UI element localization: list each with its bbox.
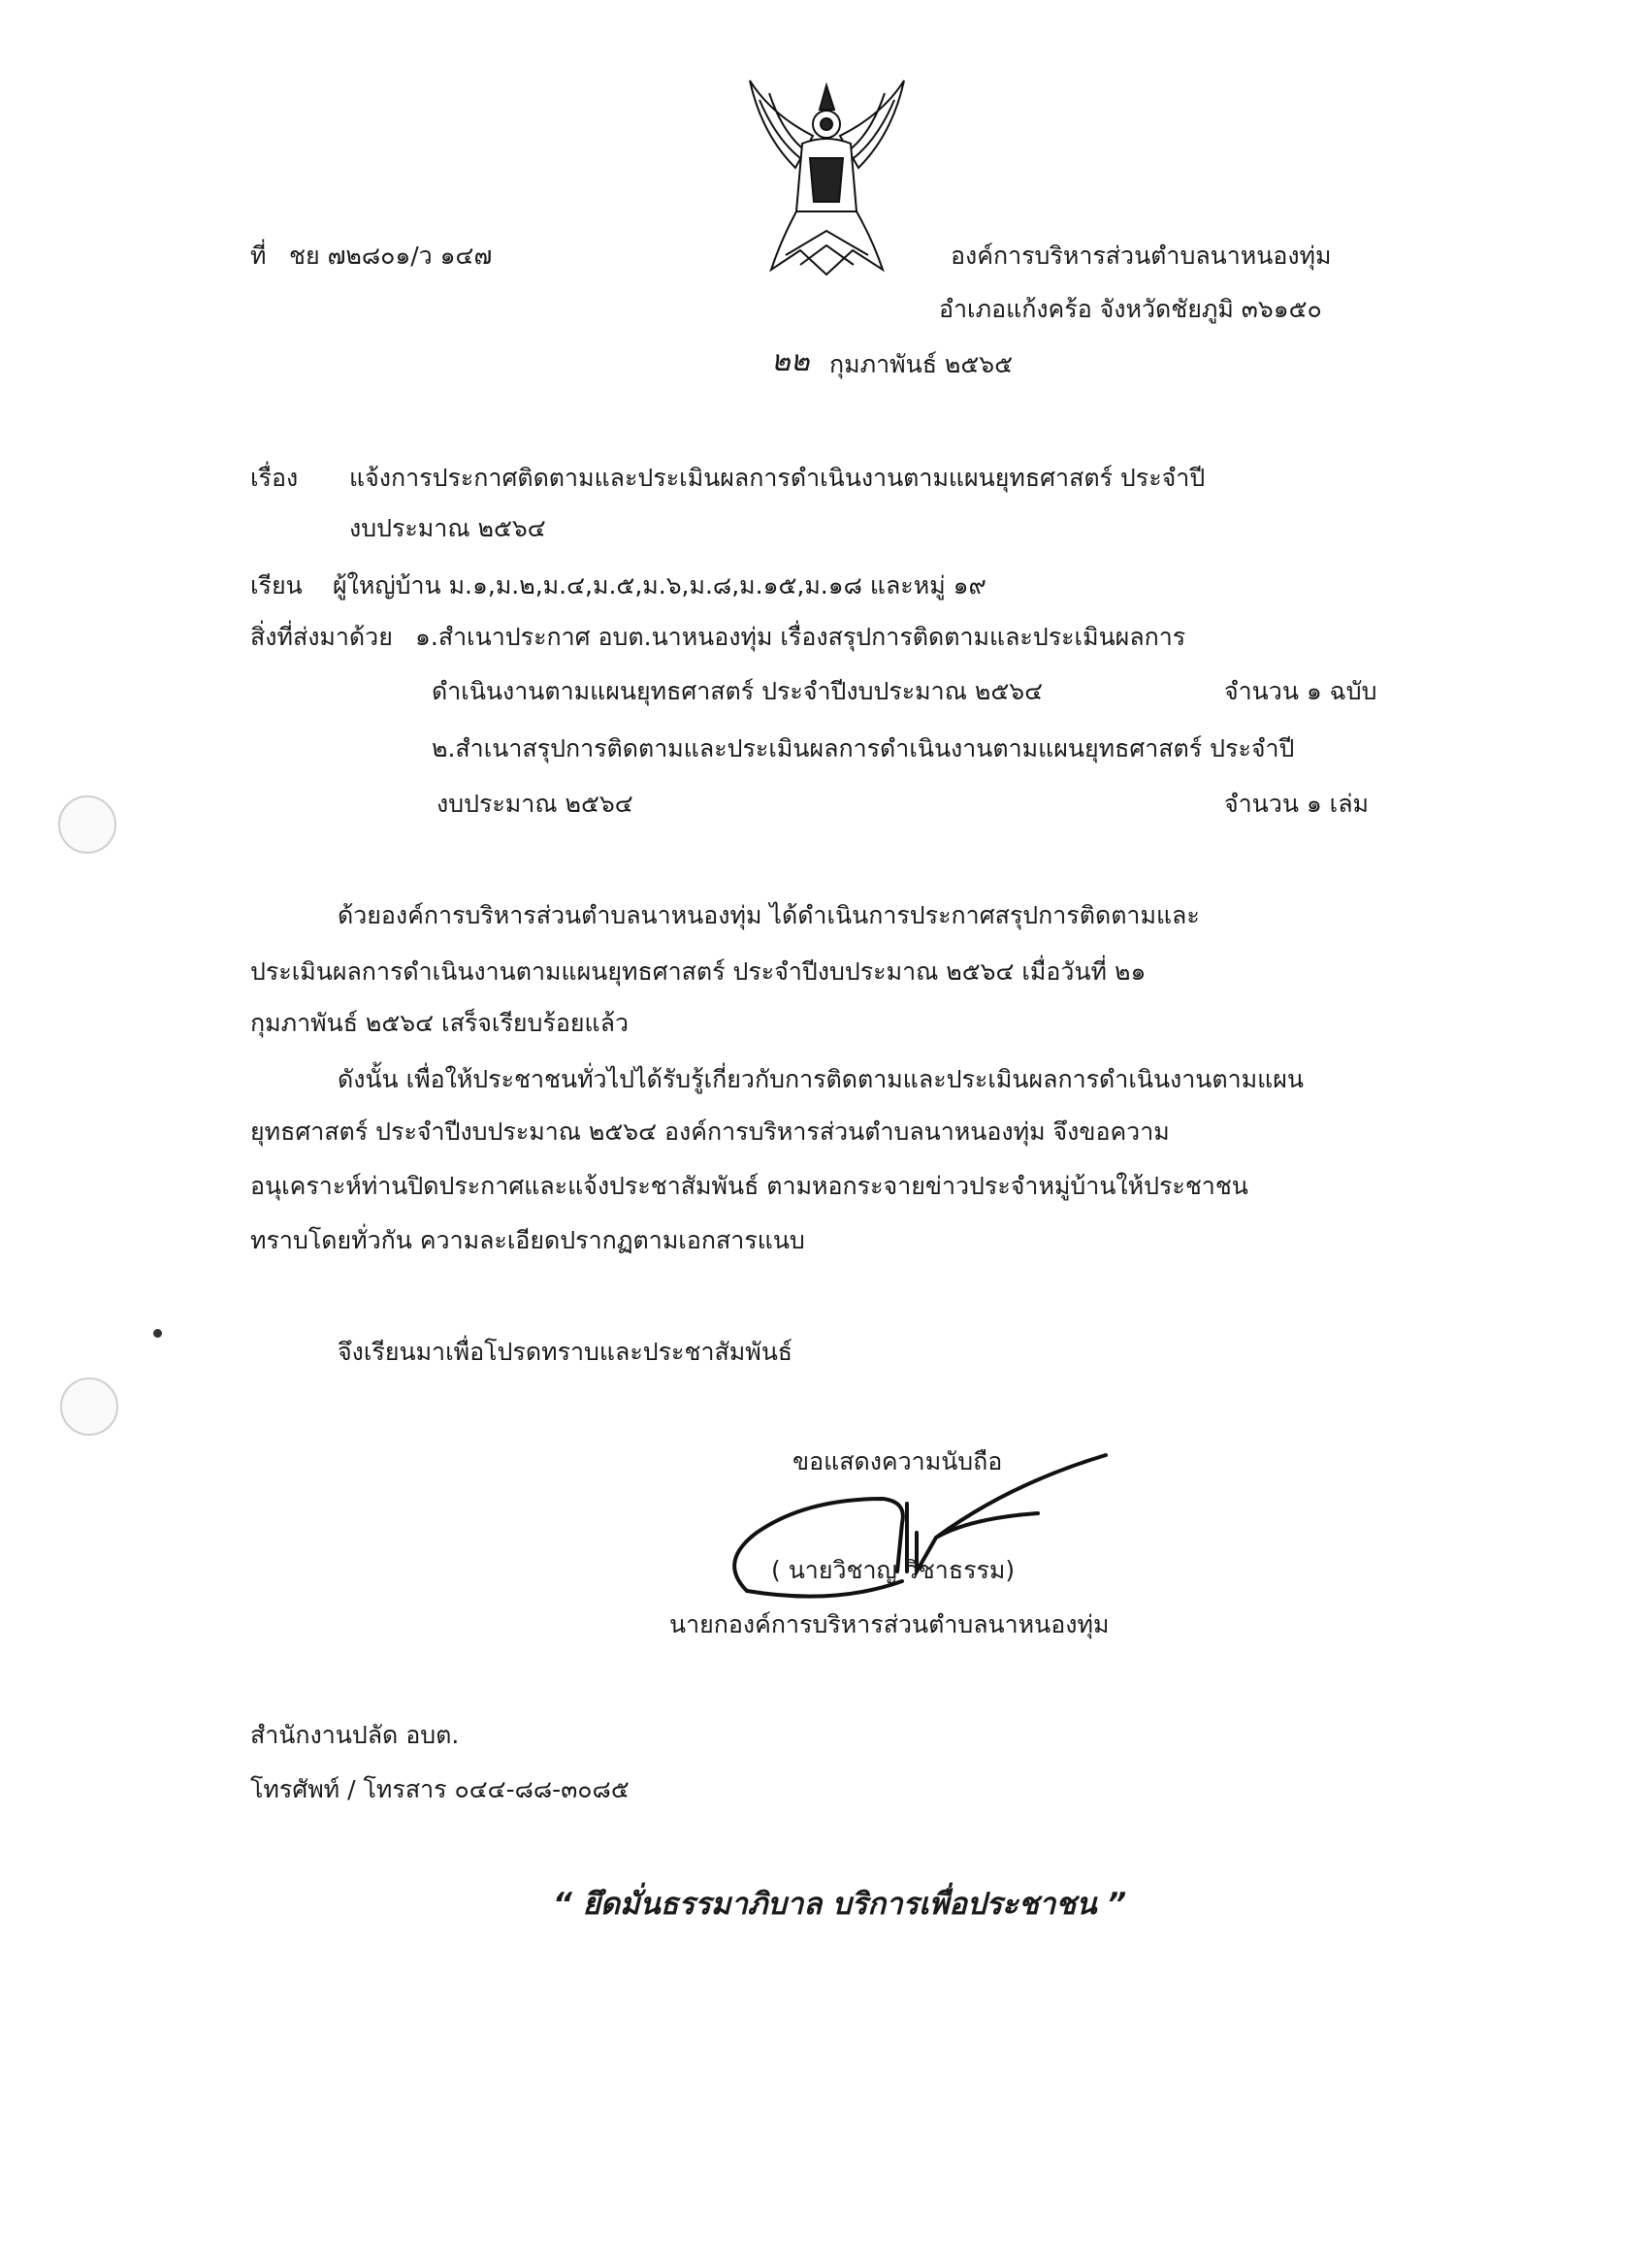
signer-name: ( นายวิชาญ วิชาธรรม) [771,1556,1016,1584]
enclosure-2-line-2: งบประมาณ ๒๕๖๔ [436,790,633,818]
body-p1-line-2: ประเมินผลการดำเนินงานตามแผนยุทธศาสตร์ ประจำปีงบประมาณ ๒๕๖๔ เมื่อวันที่ ๒๑ [250,957,1147,986]
garuda-emblem [742,76,912,279]
subject-label: เรื่อง [250,464,299,492]
closing-line: จึงเรียนมาเพื่อโปรดทราบและประชาสัมพันธ์ [338,1338,793,1366]
enclosure-1-line-2: ดำเนินงานตามแผนยุทธศาสตร์ ประจำปีงบประมาณ ๒๕๖๔ [432,677,1044,705]
enclosure-1-line-1: ๑.สำเนาประกาศ อบต.นาหนองทุ่ม เรื่องสรุปการติดตามและประเมินผลการ [415,623,1186,651]
body-p2-line-4: ทราบโดยทั่วกัน ความละเอียดปรากฏตามเอกสารแนบ [250,1226,805,1254]
subject-line-1: แจ้งการประกาศติดตามและประเมินผลการดำเนินงานตามแผนยุทธศาสตร์ ประจำปี [349,464,1206,492]
subject-line-2: งบประมาณ ๒๕๖๔ [349,514,546,542]
ref-label: ที่ [250,242,267,270]
body-p2-line-2: ยุทธศาสตร์ ประจำปีงบประมาณ ๒๕๖๔ องค์การบริหารส่วนตำบลนาหนองทุ่ม จึงขอความ [250,1118,1170,1146]
signer-position: นายกองค์การบริหารส่วนตำบลนาหนองทุ่ม [669,1610,1110,1638]
ink-speck [153,1329,162,1338]
enclosure-1-quantity: จำนวน ๑ ฉบับ [1224,677,1377,705]
ref-number: ชย ๗๒๘๐๑/ว ๑๔๗ [289,242,493,270]
date-month-year: กุมภาพันธ์ ๒๕๖๕ [829,350,1014,378]
punch-hole-top [58,795,116,854]
motto: “ ยึดมั่นธรรมาภิบาล บริการเพื่อประชาชน ” [553,1887,1127,1922]
regards: ขอแสดงความนับถือ [792,1447,1003,1475]
to-label: เรียน [250,571,303,599]
enclosures-label: สิ่งที่ส่งมาด้วย [250,623,393,651]
punch-hole-bottom [60,1377,118,1436]
office-name: สำนักงานปลัด อบต. [250,1721,460,1749]
enclosure-2-line-1: ๒.สำเนาสรุปการติดตามและประเมินผลการดำเนินงานตามแผนยุทธศาสตร์ ประจำปี [432,734,1295,762]
org-address: อำเภอแก้งคร้อ จังหวัดชัยภูมิ ๓๖๑๕๐ [939,295,1322,323]
body-p2-line-1: ดังนั้น เพื่อให้ประชาชนทั่วไปได้รับรู้เกี่ยวกับการติดตามและประเมินผลการดำเนินงานตามแผน [338,1065,1304,1093]
body-p1-line-1: ด้วยองค์การบริหารส่วนตำบลนาหนองทุ่ม ได้ดำเนินการประกาศสรุปการติดตามและ [338,901,1200,929]
body-p1-line-3: กุมภาพันธ์ ๒๕๖๔ เสร็จเรียบร้อยแล้ว [250,1009,629,1037]
to-recipients: ผู้ใหญ่บ้าน ม.๑,ม.๒,ม.๔,ม.๕,ม.๖,ม.๘,ม.๑๕,ม.๑๘ และหมู่ ๑๙ [333,571,986,599]
phone-fax: โทรศัพท์ / โทรสาร ๐๔๔-๘๘-๓๐๘๕ [250,1775,630,1803]
body-p2-line-3: อนุเคราะห์ท่านปิดประกาศและแจ้งประชาสัมพันธ์ ตามหอกระจายข่าวประจำหมู่บ้านให้ประชาชน [250,1172,1248,1200]
enclosure-2-quantity: จำนวน ๑ เล่ม [1224,790,1370,818]
org-name: องค์การบริหารส่วนตำบลนาหนองทุ่ม [951,242,1332,270]
date-day: ๒๒ [771,344,810,378]
